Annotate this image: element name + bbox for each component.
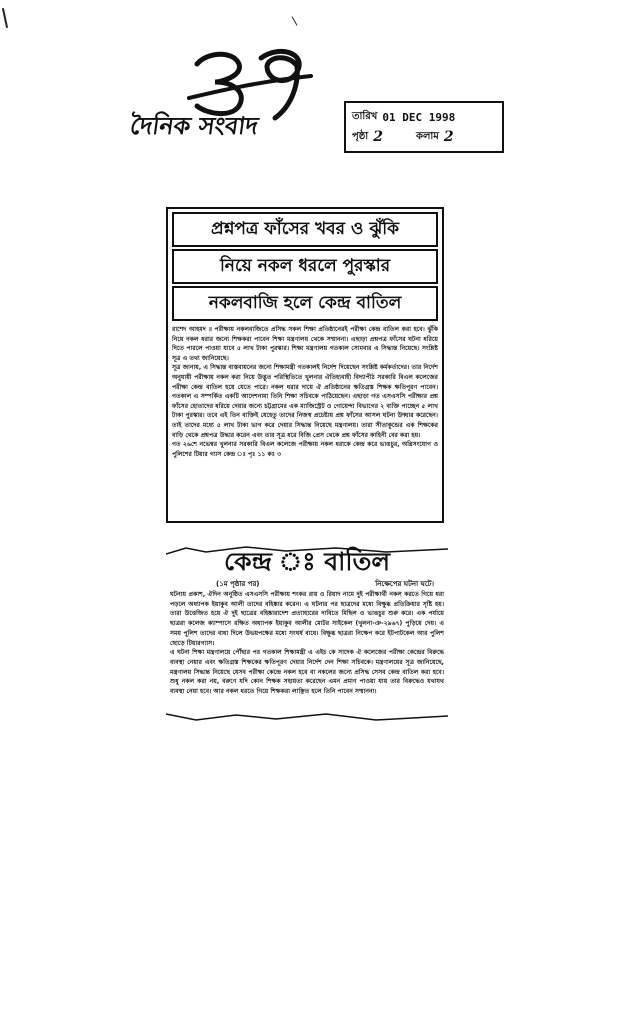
continuation-header: [166, 578, 448, 590]
column-label: কলাম: [415, 130, 439, 142]
headline-line: নকলবাজি হলে কেন্দ্র বাতিল: [172, 286, 438, 321]
continuation-title: কেন্দ্র ঃ বাতিল: [224, 547, 390, 576]
newspaper-name: দৈনিক সংবাদ: [128, 111, 261, 140]
article-paragraph: সূত্র জানায়, এ সিদ্ধান্ত বাস্তবায়নের জন্যে শিক্ষামন্ত্রী গতকালই নির্দেশ দিয়েছেন সংশ্লিষ্ট কর্মকর্তাদের। তার নির্দেশ অনুযায়ী পরীক্ষায় নকল করা নিয়ে উদ্ভূত পরিস্থিতিতে খুলনার ঐতিহ্যবাহী বিদ্যাপীঠ সরকারি বিএল কলেজের পরীক্ষা কেন্দ্র বাতিল হয়ে যেতে পারে। নকল ধরার দায়ে ঐ প্রতিষ্ঠানের ক্ষতিগ্রস্ত শিক্ষক ক্ষতিপূরণ পাবেন। গতকাল এ সম্পর্কিত একটি আদেশনামা তিনি শিক্ষা সচিবকে পাঠিয়েছেন। এছাড়া গত এসএসসি পরীক্ষার প্রশ্ন ফাঁসের হোতাদের ধরিয়ে দেয়ার জন্যে চট্টগ্রামের এক ম্যাজিস্ট্রেট ও গোয়েন্দা বিভাগের ২ ব্যক্তি পাচ্ছেন ৫ লাখ টাকা পুরস্কার। তবে এই তিন ব্যক্তিই যেহেতু তাদের নিজস্ব প্রচেষ্টায় প্রশ্ন ফাঁসের আসল ঘটনা উদ্ঘার করেছেন। তাই তাদের মধ্যে ৫ লাখ টাকা ভাগ করে দেয়ার সিদ্ধান্ত নিয়েছে মন্ত্রণালয়। তারা সীতাকুন্ডের এক শিক্ষকের বাড়ি থেকে প্রশ্নপত্র উদ্ধার করেন এবং তার সূত্র ধরে বিজি প্রেস থেকে প্রশ্ন ফাঁসের কাহিনী বের করা হয়।: [172, 364, 438, 439]
column-value: 2: [443, 129, 454, 145]
continuation-body: [166, 590, 448, 697]
date-label: তারিখ: [352, 110, 378, 122]
article-clipping-main: [166, 207, 444, 523]
article-paragraph: রাশেদ আহমদ ॥ পরীক্ষায় নকলবাজিতে প্রসিদ্ধ সকল শিক্ষা প্রতিষ্ঠানেরই পরীক্ষা কেন্দ্র বাতিল করা হবে। ঝুঁকি নিয়ে নকল ধরার জন্যে শিক্ষকরা পাবেন শিক্ষা মন্ত্রণালয় থেকে সম্মাননা। এছাড়া প্রশ্নপত্র ফাঁসের ঘটনা ধরিয়ে দিতে পারলে পাওয়া যাবে ৫ লাখ টাকা পুরস্কার। শিক্ষা মন্ত্রণালয় গতকাল সোমবার এ সিদ্ধান্ত নিয়েছে। সংশ্লিষ্ট সূত্র এ তথ্য জানিয়েছে।: [172, 326, 438, 362]
headline-line: নিয়ে নকল ধরলে পুরস্কার: [172, 249, 438, 284]
page-label: পৃষ্ঠা: [352, 130, 369, 142]
headline-line: প্রশ্নপত্র ফাঁসের খবর ও ঝুঁকি: [172, 212, 438, 247]
torn-edge-bottom: [166, 712, 448, 722]
clipping-date-stamp: [344, 101, 504, 153]
article-clipping-continuation: [166, 546, 448, 718]
continued-from-label: (১ম পৃষ্ঠার পর): [216, 580, 260, 588]
scan-edge-mark: [292, 16, 298, 25]
article-paragraph: গত ২৬শে নভেম্বর খুলনার সরকারি বিএল কলেজে পরীক্ষায় নকল ধরাকে কেন্দ্র করে ভাঙচুর, অগ্নিসংযোগ ও পুলিশের টিয়ার গ্যাস কেন্দ্র ঃ পৃঃ ১১ কঃ ৩: [172, 441, 438, 458]
page-value: 2: [373, 129, 383, 145]
article-paragraph: এ ঘটনা শিক্ষা মন্ত্রণালয়ে পৌঁছার পর গতকাল শিক্ষামন্ত্রী এ এইচ কে সাদেক ঐ কলেজের পরীক্ষা কেন্দ্রের বিরুদ্ধে ব্যবস্থা নেয়ার এবং ক্ষতিগ্রস্ত শিক্ষকের ক্ষতিপূরণ দেয়ার নির্দেশ দেন শিক্ষা সচিবকে। মন্ত্রণালয়ের সূত্র জানিয়েছে, মন্ত্রণালয় সিদ্ধান্ত নিয়েছে যেসব পরীক্ষা কেন্দ্রে নকল হবে বা নকলের জন্যে প্রসিদ্ধ সেসব কেন্দ্র বাতিল করা হবে। শুধু নকল করা নয়, বরুণে যদি কোন শিক্ষক সহায়তা করেছেন এমন প্রমাণ পাওয়া যায় তার বিরুদ্ধেও যথাযথ ব্যবস্থা নেয়া হবে। আর নকল ধরতে গিয়ে শিক্ষকরা লাঞ্ছিত হলে তিনি পাবেন সম্মাননা।: [170, 649, 444, 696]
date-value: 01 DEC 1998: [382, 110, 456, 124]
article-paragraph: ঘটনায় প্রকাশ, ঐদিন অনুষ্ঠিত এসএসসি পরীক্ষায় শংকর রায় ও রিয়াদ নামে দুই পরীক্ষার্থী নকল করতে গিয়ে ধরা পড়লে অধ্যাপক ইয়াকুব আলী তাদের বহিষ্কার করেন। এ ঘটনার পর ছাত্রদের মধ্যে বিক্ষুব্ধ প্রতিক্রিয়ার সৃষ্টি হয়। তারা উত্তেজিত হয়ে ঐ দুই ছাত্রের বহিষ্কারাদেশ প্রত্যাহারের দাবিতে মিছিল ও ভাঙচুর শুরু করে। এক পর্যায়ে ছাত্ররা কলেজ ক্যাম্পাসে রক্ষিত অধ্যাপক ইয়াকুব আলীর মোটর সাইকেল (খুলনা-ঞ-২৯৬৭) পুড়িয়ে দেয়। এ সময় পুলিশ তাদের বাধা দিলে উভয়পক্ষের মধ্যে সংঘর্ষ বাধে। বিক্ষুব্ধ ছাত্ররা নিক্ষেপ করে ইটপাটকেল আর পুলিশ ছোড়ে টিয়ারগ্যাস।: [170, 591, 444, 647]
article-body: [172, 325, 438, 459]
continued-text: নিক্ষেপের ঘটনা ঘটে।: [375, 580, 434, 588]
torn-edge-top: [166, 546, 448, 556]
scan-edge-mark: [2, 8, 8, 28]
